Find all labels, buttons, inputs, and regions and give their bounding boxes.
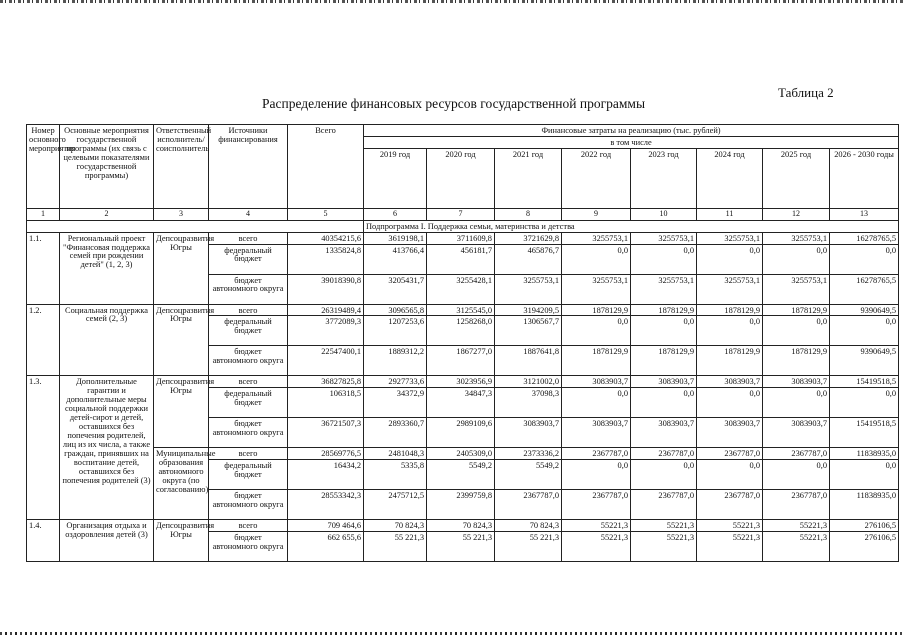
cell-value: 55221,3 xyxy=(562,532,631,562)
cell-value: 55 221,3 xyxy=(364,532,427,562)
cell-total: 36827825,8 xyxy=(288,376,364,388)
cell-total: 36721507,3 xyxy=(288,418,364,448)
cell-value: 0,0 xyxy=(562,244,631,274)
cell-value: 0,0 xyxy=(830,244,899,274)
cell-value: 34372,9 xyxy=(364,388,427,418)
cell-value: 0,0 xyxy=(763,388,830,418)
cell-value: 1878129,9 xyxy=(697,346,763,376)
cell-value: 2927733,6 xyxy=(364,376,427,388)
column-index: 7 xyxy=(427,208,495,220)
cell-value: 3711609,8 xyxy=(427,232,495,244)
cell-value: 1887641,8 xyxy=(495,346,562,376)
cell-measure: Региональный проект "Финансовая поддержка семей при рождении детей" (1, 2, 3) xyxy=(60,232,154,304)
header-measure: Основные мероприятия государственной программы (их связь с целевыми показателями государственной программы) xyxy=(60,125,154,209)
cell-value: 2893360,7 xyxy=(364,418,427,448)
cell-source: бюджет автономного округа xyxy=(209,274,288,304)
cell-value: 1207253,6 xyxy=(364,316,427,346)
cell-value: 15419518,5 xyxy=(830,376,899,388)
cell-value: 2367787,0 xyxy=(631,448,697,460)
cell-executor: Депсоцразвития Югры xyxy=(154,232,209,304)
header-financing: Финансовые затраты на реализацию (тыс. рублей) xyxy=(364,125,899,137)
cell-value: 11838935,0 xyxy=(830,448,899,460)
table-row xyxy=(27,232,899,244)
cell-value: 3255753,1 xyxy=(495,274,562,304)
cell-total: 28553342,3 xyxy=(288,490,364,520)
cell-value: 2367787,0 xyxy=(562,490,631,520)
cell-value: 413766,4 xyxy=(364,244,427,274)
cell-value: 0,0 xyxy=(631,244,697,274)
cell-source: бюджет автономного округа xyxy=(209,346,288,376)
header-executor: Ответственный исполнитель/соисполнитель xyxy=(154,125,209,209)
cell-value: 55221,3 xyxy=(631,520,697,532)
cell-value: 1878129,9 xyxy=(697,304,763,316)
cell-value: 37098,3 xyxy=(495,388,562,418)
cell-value: 15419518,5 xyxy=(830,418,899,448)
cell-value: 2367787,0 xyxy=(631,490,697,520)
cell-source: федеральный бюджет xyxy=(209,388,288,418)
cell-value: 2373336,2 xyxy=(495,448,562,460)
cell-value: 2405309,0 xyxy=(427,448,495,460)
header-year: 2023 год xyxy=(631,148,697,208)
cell-value: 2367787,0 xyxy=(763,490,830,520)
cell-value: 3096565,8 xyxy=(364,304,427,316)
cell-source: всего xyxy=(209,304,288,316)
cell-value: 0,0 xyxy=(631,316,697,346)
cell-total: 3772089,3 xyxy=(288,316,364,346)
cell-measure: Социальная поддержка семей (2, 3) xyxy=(60,304,154,376)
header-row xyxy=(27,125,899,137)
cell-value: 9390649,5 xyxy=(830,304,899,316)
cell-value: 55221,3 xyxy=(697,520,763,532)
column-index: 12 xyxy=(763,208,830,220)
cell-value: 3194209,5 xyxy=(495,304,562,316)
cell-value: 5335,8 xyxy=(364,460,427,490)
subprogram-title: Подпрограмма I. Поддержка семьи, материнства и детства xyxy=(364,220,899,232)
cell-value: 456181,7 xyxy=(427,244,495,274)
cell-total: 16434,2 xyxy=(288,460,364,490)
cell-value: 2367787,0 xyxy=(562,448,631,460)
cell-value: 2367787,0 xyxy=(495,490,562,520)
cell-value: 0,0 xyxy=(830,316,899,346)
cell-source: бюджет автономного округа xyxy=(209,490,288,520)
cell-value: 3255753,1 xyxy=(763,232,830,244)
cell-source: бюджет автономного округа xyxy=(209,532,288,562)
cell-value: 1306567,7 xyxy=(495,316,562,346)
cell-value: 9390649,5 xyxy=(830,346,899,376)
cell-value: 3205431,7 xyxy=(364,274,427,304)
cell-num: 1.1. xyxy=(27,232,60,304)
cell-source: всего xyxy=(209,376,288,388)
cell-value: 0,0 xyxy=(697,388,763,418)
cell-total: 26319489,4 xyxy=(288,304,364,316)
column-index: 5 xyxy=(288,208,364,220)
cell-total: 662 655,6 xyxy=(288,532,364,562)
cell-value: 1878129,9 xyxy=(631,346,697,376)
cell-value: 1878129,9 xyxy=(763,304,830,316)
cell-value: 55221,3 xyxy=(631,532,697,562)
cell-executor: Депсоцразвития Югры xyxy=(154,520,209,562)
cell-value: 3255753,1 xyxy=(697,274,763,304)
cell-value: 3255753,1 xyxy=(763,274,830,304)
cell-value: 70 824,3 xyxy=(364,520,427,532)
cell-measure: Организация отдыха и оздоровления детей (3) xyxy=(60,520,154,562)
cell-value: 0,0 xyxy=(697,316,763,346)
cell-value: 3255753,1 xyxy=(562,274,631,304)
table-row xyxy=(27,376,899,388)
cell-value: 3255753,1 xyxy=(631,274,697,304)
header-year: 2025 год xyxy=(763,148,830,208)
scan-edge-top xyxy=(0,0,905,3)
cell-value: 5549,2 xyxy=(427,460,495,490)
header-year: 2021 год xyxy=(495,148,562,208)
cell-value: 0,0 xyxy=(763,316,830,346)
cell-total: 1335824,8 xyxy=(288,244,364,274)
column-index: 8 xyxy=(495,208,562,220)
table-row xyxy=(27,304,899,316)
header-year: 2022 год xyxy=(562,148,631,208)
cell-value: 2399759,8 xyxy=(427,490,495,520)
cell-value: 55221,3 xyxy=(763,532,830,562)
cell-value: 0,0 xyxy=(631,460,697,490)
column-index: 2 xyxy=(60,208,154,220)
cell-value: 0,0 xyxy=(697,460,763,490)
cell-value: 55221,3 xyxy=(562,520,631,532)
cell-value: 2989109,6 xyxy=(427,418,495,448)
cell-total: 39018390,8 xyxy=(288,274,364,304)
cell-value: 70 824,3 xyxy=(427,520,495,532)
column-index: 1 xyxy=(27,208,60,220)
cell-value: 2367787,0 xyxy=(697,448,763,460)
cell-total: 106318,5 xyxy=(288,388,364,418)
cell-value: 0,0 xyxy=(562,460,631,490)
cell-value: 3619198,1 xyxy=(364,232,427,244)
cell-num: 1.4. xyxy=(27,520,60,562)
cell-value: 0,0 xyxy=(830,388,899,418)
cell-value: 0,0 xyxy=(763,460,830,490)
header-year: 2020 год xyxy=(427,148,495,208)
cell-value: 0,0 xyxy=(763,244,830,274)
cell-value: 3083903,7 xyxy=(562,376,631,388)
header-including: в том числе xyxy=(364,137,899,149)
cell-value: 55 221,3 xyxy=(495,532,562,562)
cell-value: 1889312,2 xyxy=(364,346,427,376)
cell-value: 2367787,0 xyxy=(697,490,763,520)
column-index: 13 xyxy=(830,208,899,220)
cell-value: 1878129,9 xyxy=(763,346,830,376)
cell-value: 3121002,0 xyxy=(495,376,562,388)
cell-value: 3255753,1 xyxy=(562,232,631,244)
cell-value: 0,0 xyxy=(562,316,631,346)
cell-num: 1.3. xyxy=(27,376,60,520)
cell-value: 0,0 xyxy=(830,460,899,490)
cell-source: всего xyxy=(209,232,288,244)
table-body xyxy=(27,125,899,562)
column-index: 11 xyxy=(697,208,763,220)
cell-value: 3721629,8 xyxy=(495,232,562,244)
cell-value: 34847,3 xyxy=(427,388,495,418)
subprogram-row xyxy=(27,220,899,232)
header-year: 2026 - 2030 годы xyxy=(830,148,899,208)
cell-value: 2475712,5 xyxy=(364,490,427,520)
header-total: Всего xyxy=(288,125,364,209)
table-number: Таблица 2 xyxy=(778,85,834,100)
cell-value: 0,0 xyxy=(562,388,631,418)
cell-total: 22547400,1 xyxy=(288,346,364,376)
cell-value: 3083903,7 xyxy=(562,418,631,448)
cell-measure: Дополнительные гарантии и дополнительные меры социальной поддержки детей-сирот и детей, оставшихся без попечения родителей, лиц из их числа, а также граждан, принявших на воспитание детей, оставшихся без попечения родителей (3) xyxy=(60,376,154,520)
cell-value: 3083903,7 xyxy=(631,418,697,448)
header-source: Источники финансирования xyxy=(209,125,288,209)
cell-source: всего xyxy=(209,448,288,460)
financial-resources-table xyxy=(26,124,899,562)
cell-num: 1.2. xyxy=(27,304,60,376)
index-row xyxy=(27,208,899,220)
cell-value: 465876,7 xyxy=(495,244,562,274)
cell-value: 1878129,9 xyxy=(631,304,697,316)
cell-value: 55 221,3 xyxy=(427,532,495,562)
cell-value: 3255753,1 xyxy=(631,232,697,244)
column-index: 10 xyxy=(631,208,697,220)
subprogram-spacer xyxy=(27,220,364,232)
cell-value: 1258268,0 xyxy=(427,316,495,346)
cell-value: 3083903,7 xyxy=(495,418,562,448)
cell-value: 3083903,7 xyxy=(697,376,763,388)
cell-value: 0,0 xyxy=(631,388,697,418)
cell-value: 276106,5 xyxy=(830,520,899,532)
cell-total: 709 464,6 xyxy=(288,520,364,532)
column-index: 4 xyxy=(209,208,288,220)
cell-executor: Депсоцразвития Югры xyxy=(154,376,209,448)
header-year: 2019 год xyxy=(364,148,427,208)
cell-value: 3083903,7 xyxy=(697,418,763,448)
cell-value: 16278765,5 xyxy=(830,274,899,304)
cell-source: федеральный бюджет xyxy=(209,316,288,346)
cell-value: 3083903,7 xyxy=(631,376,697,388)
cell-executor: Депсоцразвития Югры xyxy=(154,304,209,376)
cell-value: 55221,3 xyxy=(697,532,763,562)
cell-source: бюджет автономного округа xyxy=(209,418,288,448)
table-row xyxy=(27,520,899,532)
cell-value: 2367787,0 xyxy=(763,448,830,460)
column-index: 3 xyxy=(154,208,209,220)
cell-value: 11838935,0 xyxy=(830,490,899,520)
cell-source: всего xyxy=(209,520,288,532)
scan-edge-bottom xyxy=(0,632,905,635)
cell-value: 1878129,9 xyxy=(562,346,631,376)
cell-value: 3023956,9 xyxy=(427,376,495,388)
cell-value: 3255428,1 xyxy=(427,274,495,304)
cell-source: федеральный бюджет xyxy=(209,244,288,274)
header-num: Номер основного мероприятия xyxy=(27,125,60,209)
cell-total: 40354215,6 xyxy=(288,232,364,244)
column-index: 6 xyxy=(364,208,427,220)
cell-value: 3083903,7 xyxy=(763,418,830,448)
cell-value: 16278765,5 xyxy=(830,232,899,244)
cell-value: 3083903,7 xyxy=(763,376,830,388)
column-index: 9 xyxy=(562,208,631,220)
cell-value: 1867277,0 xyxy=(427,346,495,376)
cell-value: 1878129,9 xyxy=(562,304,631,316)
cell-value: 70 824,3 xyxy=(495,520,562,532)
cell-value: 3125545,0 xyxy=(427,304,495,316)
cell-total: 28569776,5 xyxy=(288,448,364,460)
cell-value: 276106,5 xyxy=(830,532,899,562)
cell-value: 5549,2 xyxy=(495,460,562,490)
cell-value: 0,0 xyxy=(697,244,763,274)
cell-value: 2481048,3 xyxy=(364,448,427,460)
cell-value: 3255753,1 xyxy=(697,232,763,244)
cell-executor: Муниципальные образования автономного округа (по согласованию) xyxy=(154,448,209,520)
cell-source: федеральный бюджет xyxy=(209,460,288,490)
header-year: 2024 год xyxy=(697,148,763,208)
cell-value: 55221,3 xyxy=(763,520,830,532)
table-row xyxy=(27,448,899,460)
document-title: Распределение финансовых ресурсов государственной программы xyxy=(262,96,646,111)
